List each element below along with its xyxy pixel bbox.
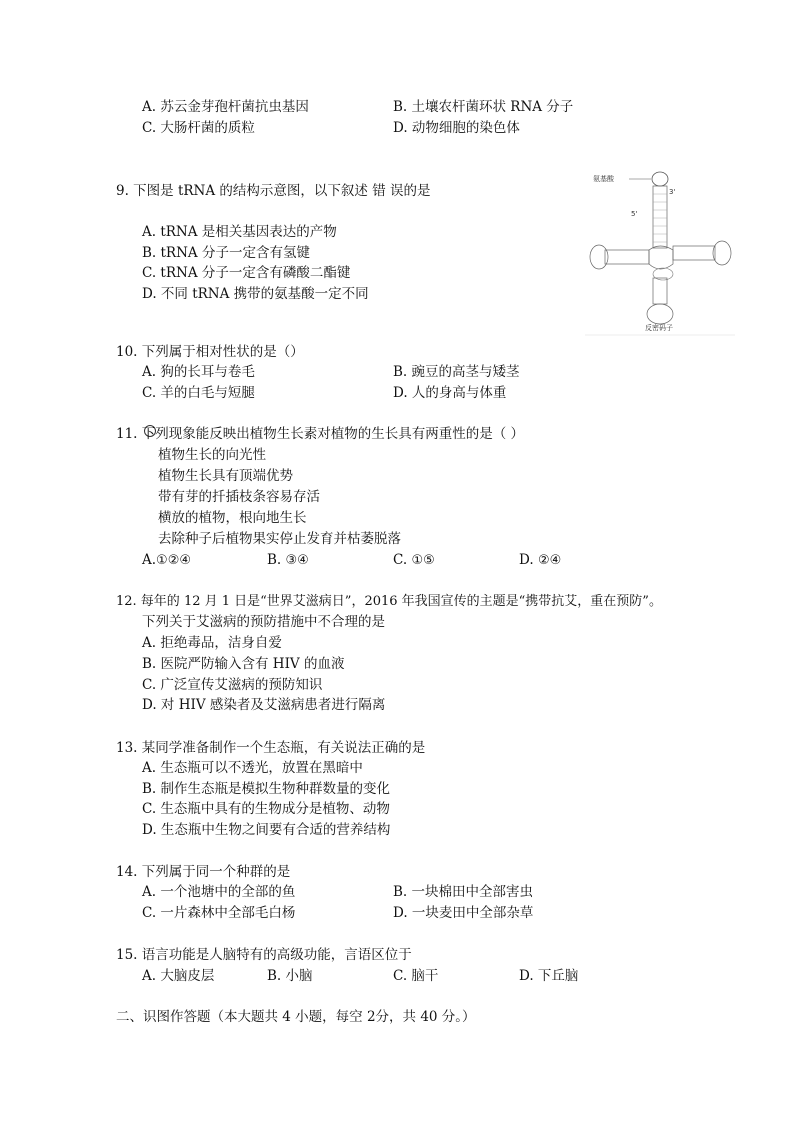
q14-option-c: C. 一片森林中全部毛白杨	[142, 905, 296, 921]
amino-acid-label: 氨基酸	[593, 175, 614, 183]
q11-option-c-label: C.	[393, 552, 408, 568]
q10-option-c: C. 羊的白毛与短腿	[142, 385, 255, 401]
t-loop	[713, 241, 731, 265]
q12-stem-line1: 12. 每年的 12 月 1 日是“世界艾滋病日”，2016 年我国宣传的主题是“携带抗艾，重在预防”。	[116, 594, 662, 609]
q15-option-a: A. 大脑皮层	[142, 968, 215, 984]
q11-option-d	[519, 551, 561, 570]
five-prime-label: 5'	[631, 210, 638, 218]
q10-option-b: B. 豌豆的高茎与矮茎	[393, 364, 520, 380]
trna-structure-figure	[585, 170, 735, 338]
q12-option-b: B. 医院严防输入含有 HIV 的血液	[142, 656, 345, 672]
q11-item-2: 植物生长具有顶端优势	[158, 468, 293, 484]
q9-option-b: B. tRNA 分子一定含有氢键	[142, 245, 310, 261]
q10-option-d: D. 人的身高与体重	[393, 385, 507, 401]
q11-option-c-value: ①⑤	[411, 553, 435, 568]
q14-option-a: A. 一个池塘中的全部的鱼	[142, 884, 296, 900]
q11-item-5: 去除种子后植物果实停止发育并枯萎脱落	[158, 531, 401, 547]
q15-option-b: B. 小脑	[267, 968, 313, 984]
q11-item-1: 植物生长的向光性	[158, 447, 266, 463]
q11-option-d-label: D.	[519, 552, 534, 568]
q11-option-d-value: ②④	[537, 553, 562, 568]
acceptor-stem	[653, 186, 667, 248]
q9-option-d: D. 不同 tRNA 携带的氨基酸一定不同	[142, 286, 369, 302]
q13-option-d: D. 生态瓶中生物之间要有合适的营养结构	[142, 822, 391, 838]
q13-option-a: A. 生态瓶可以不透光，放置在黑暗中	[142, 760, 363, 776]
three-prime-label: 3'	[669, 188, 676, 196]
q11-option-a	[142, 551, 191, 570]
q11-stem: 11. 下列现象能反映出植物生长素对植物的生长具有两重性的是（ ）	[116, 426, 525, 442]
q9-stem: 9. 下图是 tRNA 的结构示意图，以下叙述 错 误的是	[116, 183, 431, 199]
q11-item-4: 横放的植物，根向地生长	[158, 510, 307, 526]
q12-stem-line2: 下列关于艾滋病的预防措施中不合理的是	[142, 614, 385, 630]
q12-option-c: C. 广泛宣传艾滋病的预防知识	[142, 677, 323, 693]
q10-option-a: A. 狗的长耳与卷毛	[142, 364, 255, 380]
q11-option-c	[393, 551, 435, 570]
q11-option-a-value: ①②④	[156, 553, 192, 568]
amino-acid-circle	[652, 172, 668, 186]
q14-option-b: B. 一块棉田中全部害虫	[393, 884, 534, 900]
d-arm	[605, 250, 649, 264]
q12-option-a: A. 拒绝毒品，洁身自爱	[142, 635, 282, 651]
q15-option-c: C. 脑干	[393, 968, 439, 984]
q9-option-a: A. tRNA 是相关基因表达的产物	[142, 224, 337, 240]
q8-option-a: A. 苏云金芽孢杆菌抗虫基因	[142, 99, 309, 115]
q11-option-a-label: A.	[142, 552, 157, 568]
q14-option-d: D. 一块麦田中全部杂草	[393, 905, 534, 921]
anticodon-label: 反密码子	[645, 324, 673, 332]
section2-heading: 二、识图作答题（本大题共 4 小题，每空 2分，共 40 分。）	[116, 1009, 476, 1025]
q11-item-3: 带有芽的扦插枝条容易存活	[158, 489, 320, 505]
q8-option-b: B. 土壤农杆菌环状 RNA 分子	[393, 99, 574, 115]
q13-stem: 13. 某同学准备制作一个生态瓶，有关说法正确的是	[116, 740, 426, 756]
q9-option-c: C. tRNA 分子一定含有磷酸二酯键	[142, 265, 351, 281]
anticodon-stem	[653, 278, 667, 304]
q12-option-d: D. 对 HIV 感染者及艾滋病患者进行隔离	[142, 697, 386, 713]
q11-option-b-label: B.	[267, 552, 282, 568]
q15-stem: 15. 语言功能是人脑特有的高级功能，言语区位于	[116, 947, 412, 963]
q8-option-d: D. 动物细胞的染色体	[393, 120, 520, 136]
q8-option-c: C. 大肠杆菌的质粒	[142, 120, 255, 136]
q11-option-b-value: ③④	[285, 553, 309, 568]
t-arm	[673, 246, 715, 260]
q13-option-c: C. 生态瓶中具有的生物成分是植物、动物	[142, 801, 390, 817]
q14-stem: 14. 下列属于同一个种群的是	[116, 864, 291, 880]
q10-stem: 10. 下列属于相对性状的是（）	[116, 344, 304, 360]
q15-option-d: D. 下丘脑	[519, 968, 579, 984]
q11-option-b	[267, 551, 309, 570]
q13-option-b: B. 制作生态瓶是模拟生物种群数量的变化	[142, 781, 391, 797]
anticodon-loop	[647, 304, 673, 324]
